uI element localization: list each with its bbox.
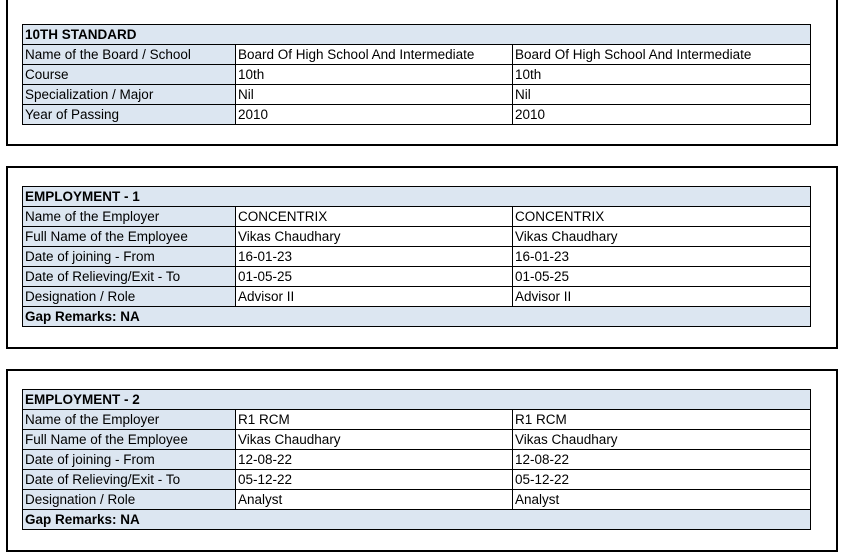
- row-label: Name of the Board / School: [23, 45, 236, 65]
- row-value-1: 12-08-22: [236, 450, 513, 470]
- row-value-2: Vikas Chaudhary: [513, 430, 811, 450]
- table-row: [23, 45, 811, 65]
- row-value-2: 12-08-22: [513, 450, 811, 470]
- row-value-1: Nil: [236, 85, 513, 105]
- gap-remarks: Gap Remarks: NA: [23, 307, 811, 327]
- section-title: EMPLOYMENT - 1: [23, 187, 811, 207]
- row-value-2: 16-01-23: [513, 247, 811, 267]
- row-value-1: Analyst: [236, 490, 513, 510]
- table-row: [23, 105, 811, 125]
- row-label: Full Name of the Employee: [23, 227, 236, 247]
- row-label: Date of joining - From: [23, 450, 236, 470]
- table-row: [23, 85, 811, 105]
- row-label: Specialization / Major: [23, 85, 236, 105]
- table-row: [23, 287, 811, 307]
- table-row: [23, 410, 811, 430]
- table-row: [23, 247, 811, 267]
- row-value-2: R1 RCM: [513, 410, 811, 430]
- section-title: 10TH STANDARD: [23, 25, 811, 45]
- row-label: Designation / Role: [23, 490, 236, 510]
- row-value-1: 16-01-23: [236, 247, 513, 267]
- row-value-1: 10th: [236, 65, 513, 85]
- row-value-1: CONCENTRIX: [236, 207, 513, 227]
- table-employment-2: [22, 389, 811, 530]
- table-employment-1: [22, 186, 811, 327]
- row-label: Course: [23, 65, 236, 85]
- row-value-1: Vikas Chaudhary: [236, 430, 513, 450]
- table-row: [23, 470, 811, 490]
- row-value-2: CONCENTRIX: [513, 207, 811, 227]
- row-label: Name of the Employer: [23, 207, 236, 227]
- row-value-2: Analyst: [513, 490, 811, 510]
- gap-remarks: Gap Remarks: NA: [23, 510, 811, 530]
- section-title: EMPLOYMENT - 2: [23, 390, 811, 410]
- row-value-2: 2010: [513, 105, 811, 125]
- row-value-1: 01-05-25: [236, 267, 513, 287]
- row-value-2: 05-12-22: [513, 470, 811, 490]
- row-value-1: 05-12-22: [236, 470, 513, 490]
- row-label: Full Name of the Employee: [23, 430, 236, 450]
- row-value-1: Board Of High School And Intermediate: [236, 45, 513, 65]
- row-label: Designation / Role: [23, 287, 236, 307]
- table-row: [23, 490, 811, 510]
- row-value-2: 10th: [513, 65, 811, 85]
- row-value-2: Board Of High School And Intermediate: [513, 45, 811, 65]
- row-value-1: Vikas Chaudhary: [236, 227, 513, 247]
- row-label: Date of joining - From: [23, 247, 236, 267]
- table-row: [23, 207, 811, 227]
- row-value-1: 2010: [236, 105, 513, 125]
- row-value-2: Vikas Chaudhary: [513, 227, 811, 247]
- table-row: [23, 267, 811, 287]
- row-label: Year of Passing: [23, 105, 236, 125]
- row-value-2: Advisor II: [513, 287, 811, 307]
- row-value-2: 01-05-25: [513, 267, 811, 287]
- table-row: [23, 227, 811, 247]
- row-label: Date of Relieving/Exit - To: [23, 470, 236, 490]
- row-value-1: Advisor II: [236, 287, 513, 307]
- row-label: Date of Relieving/Exit - To: [23, 267, 236, 287]
- row-value-1: R1 RCM: [236, 410, 513, 430]
- table-row: [23, 430, 811, 450]
- row-label: Name of the Employer: [23, 410, 236, 430]
- table-row: [23, 450, 811, 470]
- table-10th-standard: [22, 24, 811, 125]
- row-value-2: Nil: [513, 85, 811, 105]
- table-row: [23, 65, 811, 85]
